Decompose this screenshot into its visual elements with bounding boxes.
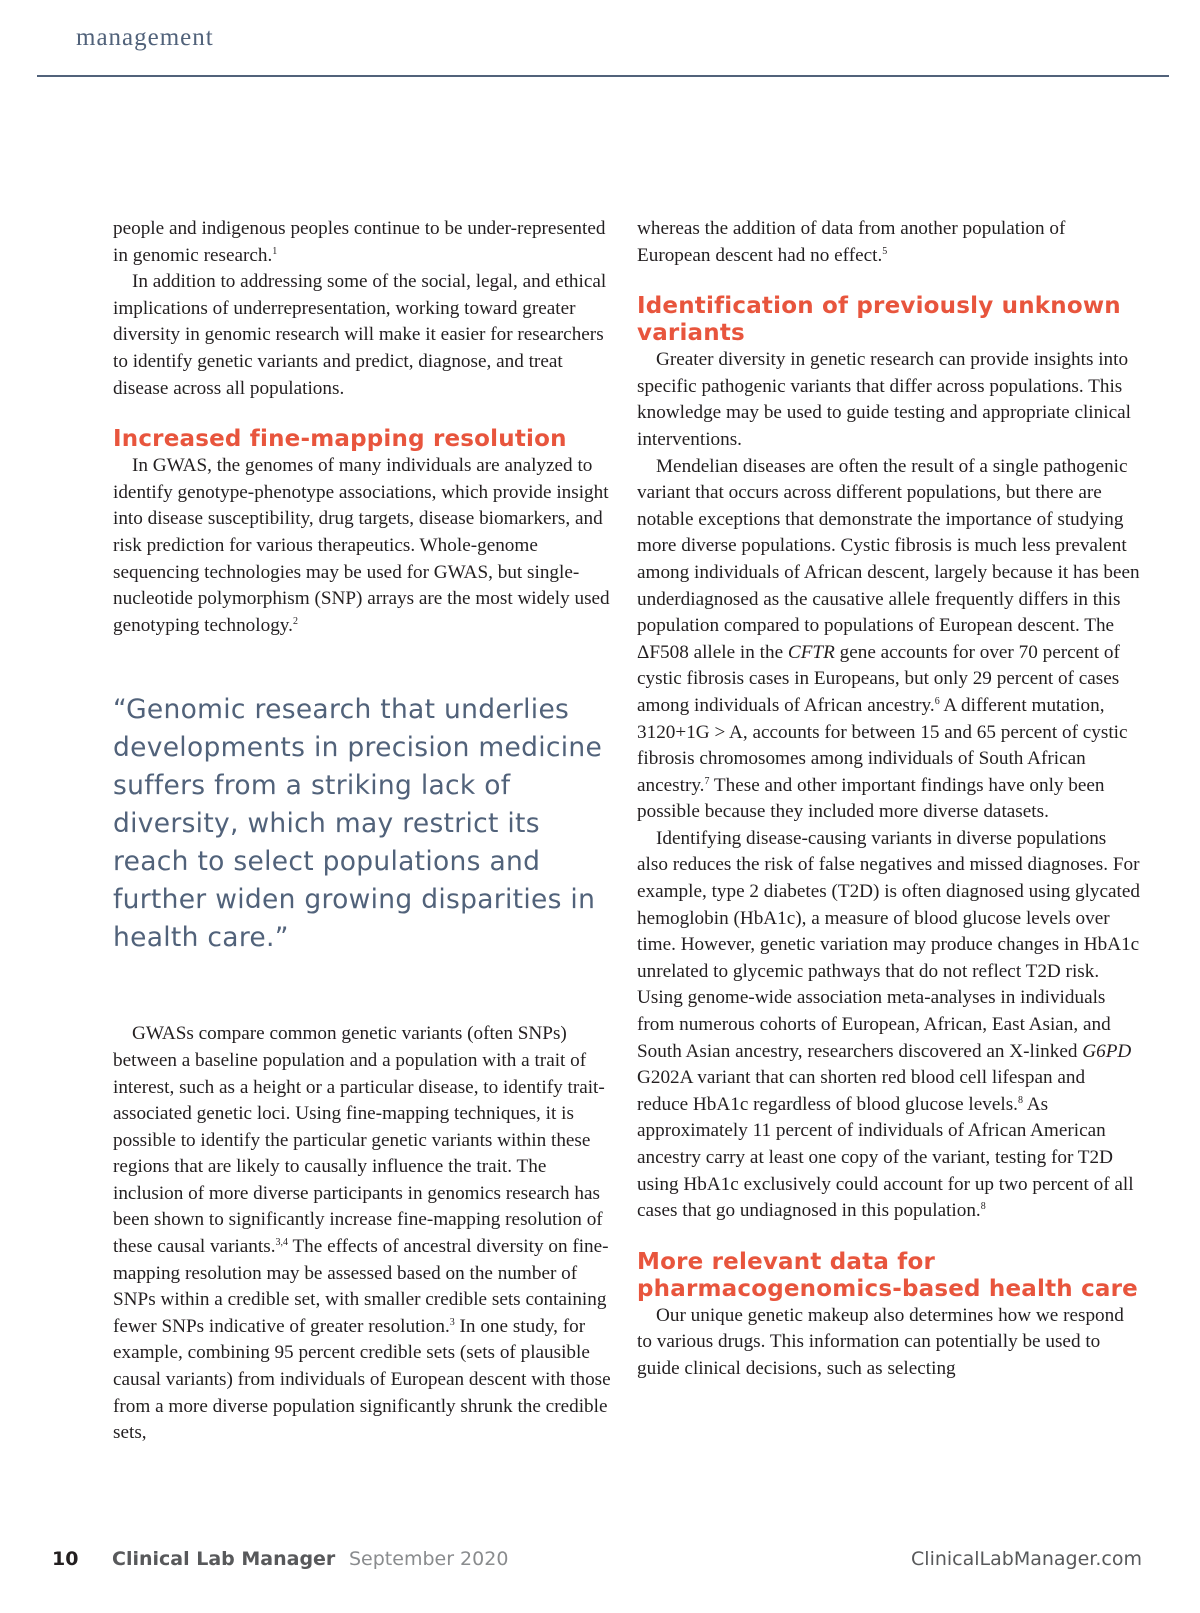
paragraph [113,216,616,269]
page-number: 10 [52,1548,79,1570]
right-column [637,216,1140,1383]
issue-date: September 2020 [349,1548,509,1570]
page-footer [52,1548,1142,1578]
section-heading-unknown-variants: Identification of previously unknown variants [637,293,1121,347]
paragraph [113,1021,616,1447]
gene-name: CFTR [787,641,835,663]
paragraph [637,826,1140,1225]
paragraph-text: In one study, for example, combining 95 percent credible sets (sets of plausible causal variants) from individuals of European descent with those from a more diverse population significantly shrunk the credible sets, [113,1315,611,1444]
citation-ref: 1 [272,245,278,257]
citation-ref: 3 [449,1316,455,1328]
citation-ref: 8 [1017,1094,1023,1106]
paragraph-text: people and indigenous peoples continue to be under-represented in genomic research. [113,218,606,266]
paragraph-text: gene accounts for over 70 percent of cystic fibrosis cases in Europeans, but only 29 percent of cases among individuals of African ancestry. [637,641,1120,716]
paragraph-text: Mendelian diseases are often the result of a single pathogenic variant that occurs across different populations, but there are notable exceptions that demonstrate the importance of studying more diverse populations. Cystic fibrosis is much less prevalent among individuals of African descent, largely because it has been underdiagnosed as the causative allele frequently differs in this population compared to populations of European descent. The ΔF508 allele in the [637,455,1140,663]
citation-ref: 5 [882,245,888,257]
section-heading-fine-mapping: Increased fine-mapping resolution [113,426,567,453]
paragraph: In addition to addressing some of the social, legal, and ethical implications of underrepresentation, working toward greater diversity in genomic research will make it easier for researchers to identify genetic variants and predict, diagnose, and treat disease across all populations. [113,271,607,399]
paragraph [113,453,616,639]
paragraph-text: A different mutation, 3120+1G > A, accounts for between 15 and 65 percent of cystic fibrosis chromosomes among individuals of South African ancestry. [637,694,1128,796]
citation-ref: 2 [292,615,298,627]
paragraph-text: The effects of ancestral diversity on fine-mapping resolution may be assessed based on the number of SNPs within a credible set, with smaller credible sets containing fewer SNPs indicative of greater resolution. [113,1236,609,1337]
publication-name: Clinical Lab Manager [112,1548,336,1570]
paragraph [637,216,1140,269]
left-column [113,216,616,1447]
section-heading-pharmacogenomics: More relevant data for pharmacogenomics-based health care [637,1248,1138,1302]
citation-ref: 8 [980,1201,986,1213]
paragraph-text: These and other important findings have only been possible because they included more diverse datasets. [637,774,1105,823]
paragraph: Our unique genetic makeup also determines how we respond to various drugs. This information can potentially be used to guide clinical decisions, such as selecting [637,1304,1124,1379]
header-divider [37,75,1169,77]
citation-ref: 3,4 [275,1237,288,1249]
pull-quote: “Genomic research that underlies developments in precision medicine suffers from a striking lack of diversity, which may restrict its reach to select populations and further widen growing disparities in health care.” [113,694,603,954]
website-url: ClinicalLabManager.com [911,1548,1142,1570]
paragraph [637,454,1140,826]
gene-name: G6PD [1082,1040,1132,1062]
paragraph-text: Identifying disease-causing variants in diverse populations also reduces the risk of false negatives and missed diagnoses. For example, type 2 diabetes (T2D) is often diagnosed using glycated hemoglobin (HbA1c), a measure of blood glucose levels over time. However, genetic variation may produce changes in HbA1c unrelated to glycemic pathways that do not reflect T2D risk. Using genome-wide association meta-analyses in individuals from numerous cohorts of European, African, East Asian, and South Asian ancestry, researchers discovered an X-linked [637,827,1140,1062]
paragraph-text: As approximately 11 percent of individuals of African American ancestry carry at least one copy of the variant, testing for T2D using HbA1c exclusively could account for up two percent of all cases that go undiagnosed in this population. [637,1093,1134,1222]
paragraph: Greater diversity in genetic research can provide insights into specific pathogenic variants that differ across populations. This knowledge may be used to guide testing and appropriate clinical interventions. [637,349,1131,450]
paragraph-text: whereas the addition of data from another population of European descent had no effect. [637,218,1066,266]
citation-ref: 6 [934,695,940,707]
paragraph-text: G202A variant that can shorten red blood cell lifespan and reduce HbA1c regardless of blood glucose levels. [637,1067,1086,1115]
paragraph-text: In GWAS, the genomes of many individuals are analyzed to identify genotype-phenotype associations, which provide insight into disease susceptibility, drug targets, disease biomarkers, and risk prediction for various therapeutics. Whole-genome sequencing technologies may be used for GWAS, but single-nucleotide polymorphism (SNP) arrays are the most widely used genotyping technology. [113,455,610,636]
section-label: management [76,24,214,51]
paragraph-text: GWASs compare common genetic variants (often SNPs) between a baseline population and a population with a trait of interest, such as a height or a particular disease, to identify trait-associated genetic loci. Using fine-mapping techniques, it is possible to identify the particular genetic variants within these regions that are likely to causally influence the trait. The inclusion of more diverse participants in genomics research has been shown to significantly increase fine-mapping resolution of these causal variants. [113,1023,605,1258]
citation-ref: 7 [704,775,710,787]
